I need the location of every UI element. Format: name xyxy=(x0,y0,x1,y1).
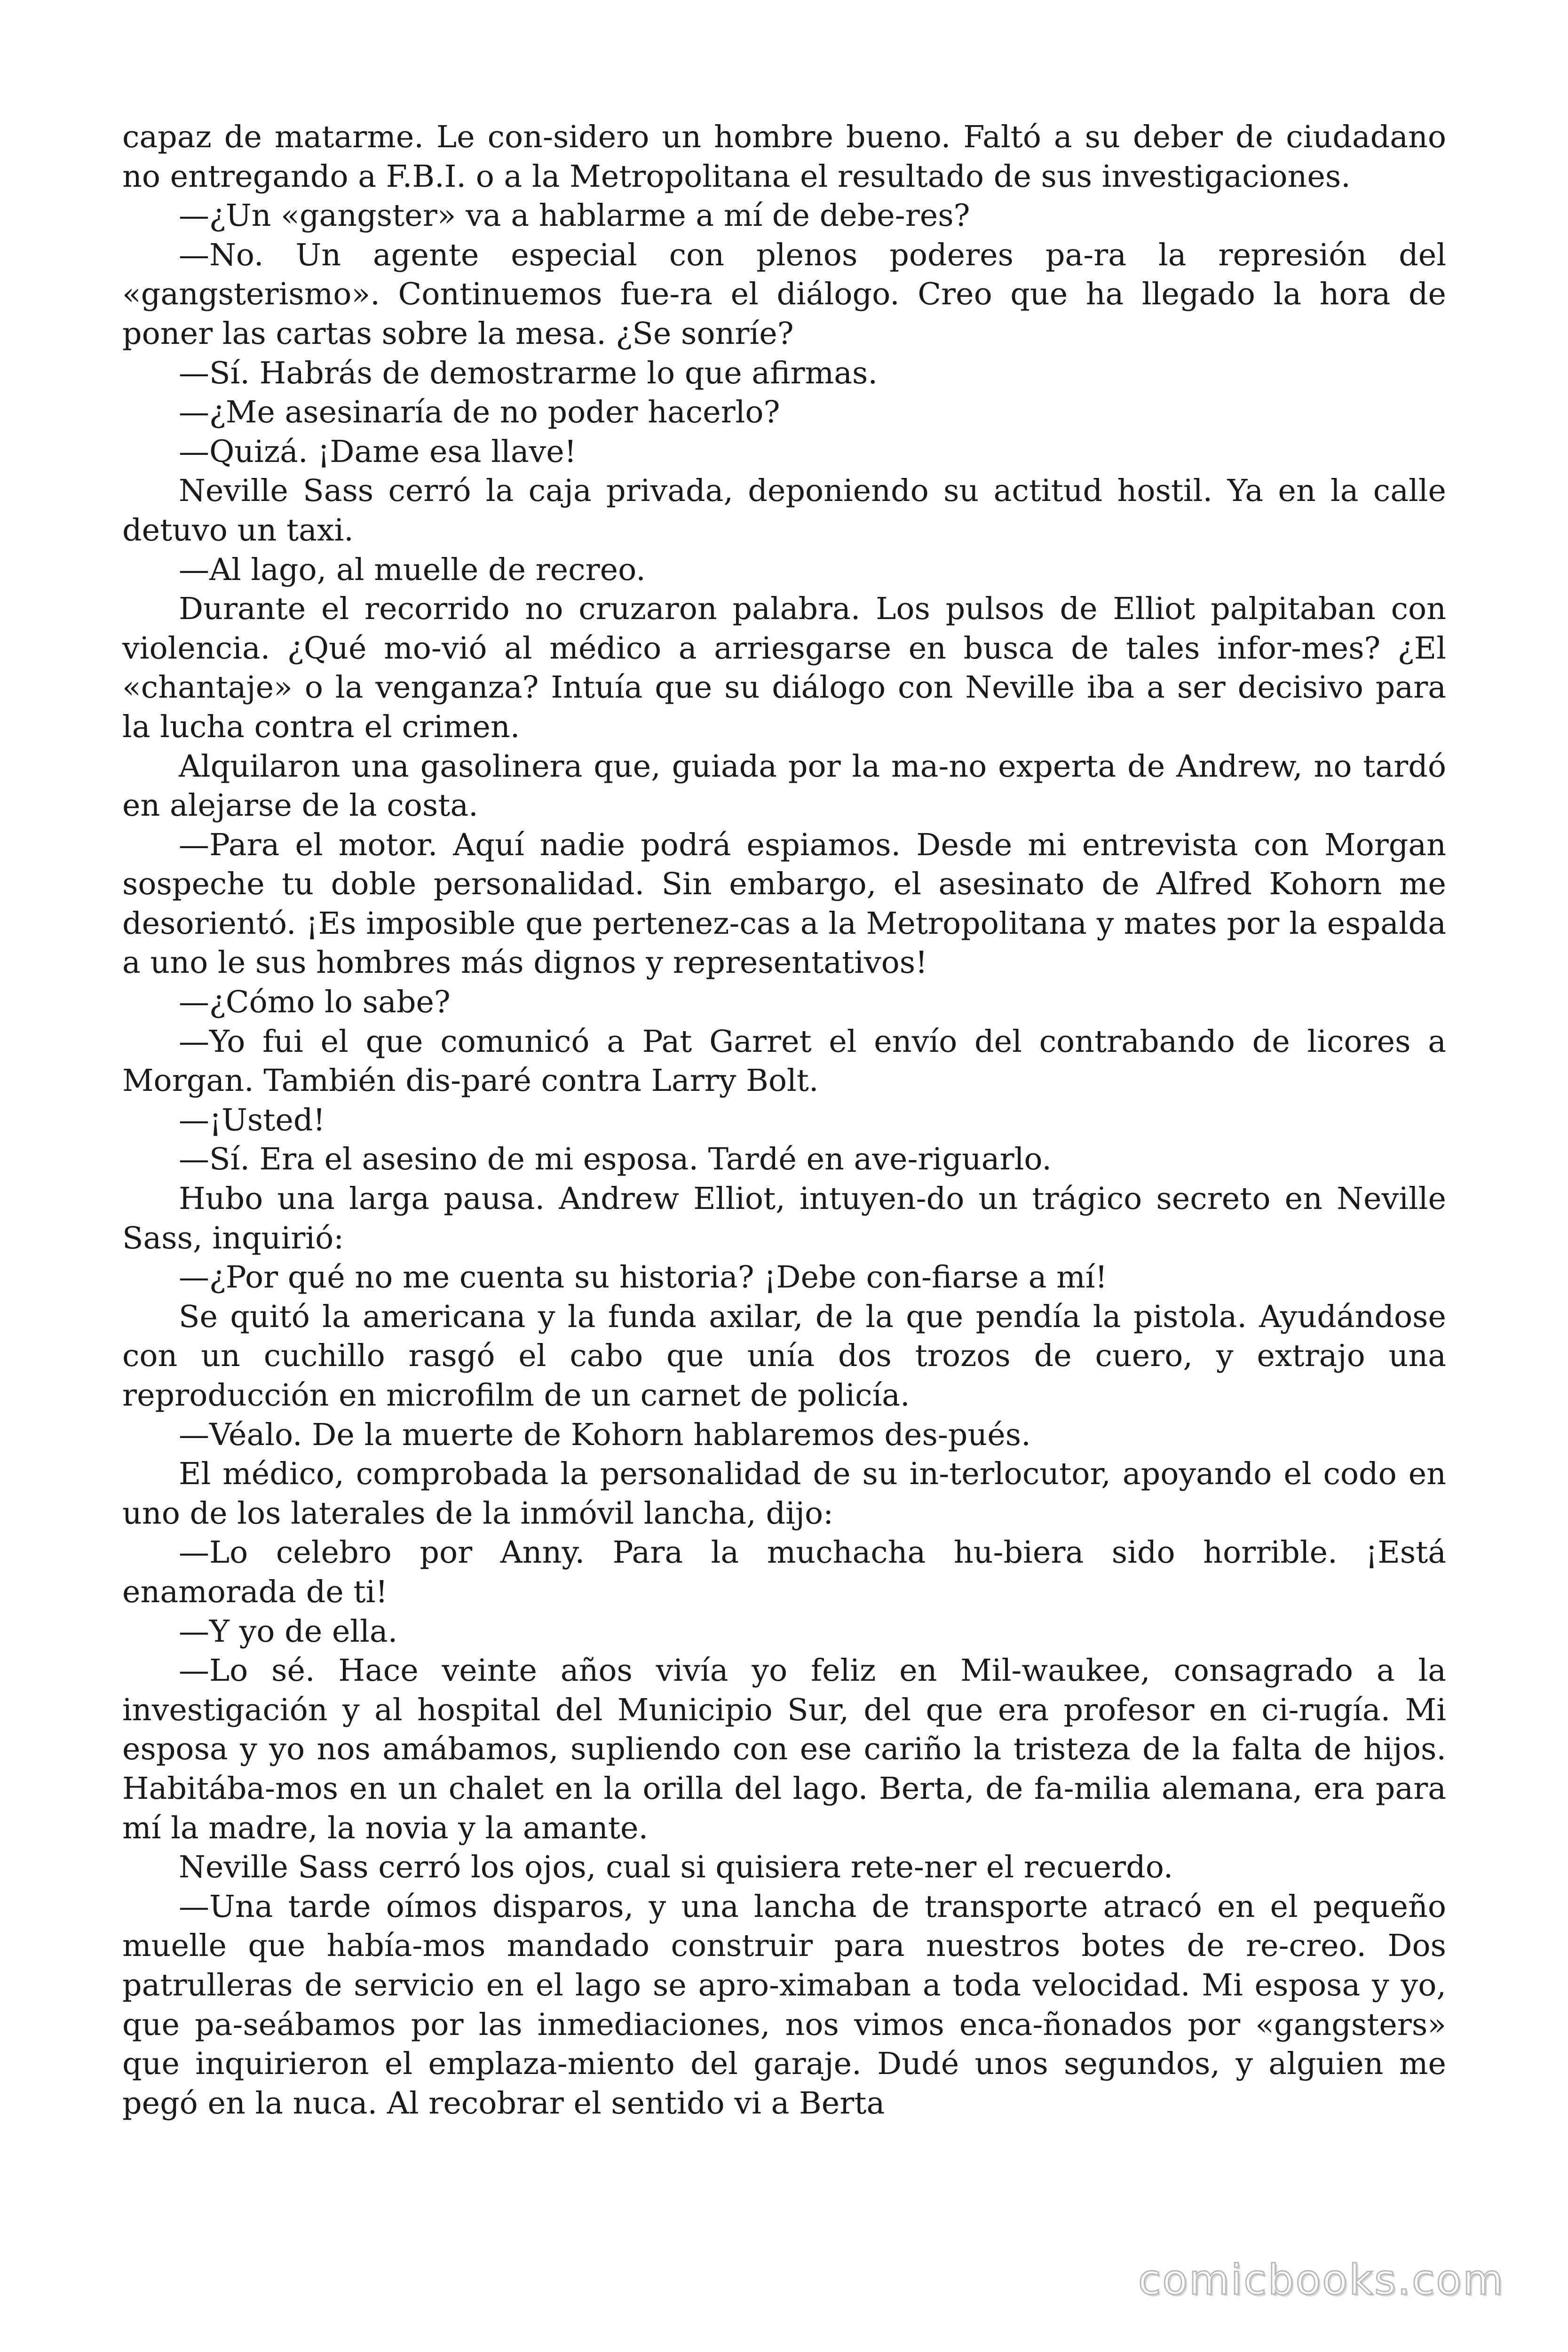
paragraph: —No. Un agente especial con plenos poderes pa-ra la represión del «gangsterismo». Continuemos fue-ra el diálogo. Creo que ha llegado la hora de poner las cartas sobre la mesa. ¿Se sonríe? xyxy=(122,237,1446,351)
paragraph: —Lo sé. Hace veinte años vivía yo feliz en Mil-waukee, consagrado a la investigación y al hospital del Municipio Sur, del que era profesor en ci-rugía. Mi esposa y yo nos amábamos, supliendo con ese cariño la tristeza de la falta de hijos. Habitába-mos en un chalet en la orilla del lago. Berta, de fa-milia alemana, era para mí la madre, la novia y la amante. xyxy=(122,1653,1446,1846)
document-body xyxy=(122,118,1446,2123)
paragraph: —Lo celebro por Anny. Para la muchacha hu-biera sido horrible. ¡Está enamorada de ti! xyxy=(122,1535,1446,1610)
paragraph: —¿Cómo lo sabe? xyxy=(179,985,451,1020)
paragraph: —¿Por qué no me cuenta su historia? ¡Debe con-fiarse a mí! xyxy=(179,1260,1108,1295)
paragraph: —Quizá. ¡Dame esa llave! xyxy=(179,434,577,469)
paragraph: —Sí. Habrás de demostrarme lo que afirmas. xyxy=(179,355,878,391)
paragraph: Neville Sass cerró la caja privada, deponiendo su actitud hostil. Ya en la calle detuvo un taxi. xyxy=(122,473,1446,548)
paragraph: —¡Usted! xyxy=(179,1102,325,1138)
paragraph: —Véalo. De la muerte de Kohorn hablaremos des-pués. xyxy=(179,1417,1031,1453)
paragraph: —Al lago, al muelle de recreo. xyxy=(179,552,646,588)
paragraph: —Sí. Era el asesino de mi esposa. Tardé en ave-riguarlo. xyxy=(179,1142,1052,1177)
paragraph: capaz de matarme. Le con-sidero un hombre bueno. Faltó a su deber de ciudadano no entregando a F.B.I. o a la Metropolitana el resultado de sus investigaciones. xyxy=(122,119,1446,194)
paragraph: El médico, comprobada la personalidad de su in-terlocutor, apoyando el codo en uno de los laterales de la inmóvil lancha, dijo: xyxy=(122,1456,1446,1531)
paragraph: Hubo una larga pausa. Andrew Elliot, intuyen-do un trágico secreto en Neville Sass, inquirió: xyxy=(122,1181,1446,1256)
paragraph: —¿Un «gangster» va a hablarme a mí de debe-res? xyxy=(179,198,970,234)
paragraph: —Y yo de ella. xyxy=(179,1613,398,1649)
paragraph: —¿Me asesinaría de no poder hacerlo? xyxy=(179,395,780,430)
watermark-logo: comicbooks.com xyxy=(1138,2256,1505,2304)
paragraph: Durante el recorrido no cruzaron palabra. Los pulsos de Elliot palpitaban con violencia. ¿Qué mo-vió al médico a arriesgarse en busca de tales infor-mes? ¿El «chantaje» o la venganza? Intuía que su diálogo con Neville iba a ser decisivo para la lucha contra el crimen. xyxy=(122,591,1446,745)
paragraph: —Una tarde oímos disparos, y una lancha de transporte atracó en el pequeño muelle que había-mos mandado construir para nuestros botes de re-creo. Dos patrulleras de servicio en el lago se apro-ximaban a toda velocidad. Mi esposa y yo, que pa-seábamos por las inmediaciones, nos vimos enca-ñonados por «gangsters» que inquirieron el emplaza-miento del garaje. Dudé unos segundos, y alguien me pegó en la nuca. Al recobrar el sentido vi a Berta xyxy=(122,1889,1446,2121)
paragraph: Neville Sass cerró los ojos, cual si quisiera rete-ner el recuerdo. xyxy=(179,1850,1173,1885)
paragraph: Alquilaron una gasolinera que, guiada por la ma-no experta de Andrew, no tardó en alejarse de la costa. xyxy=(122,748,1446,824)
paragraph: Se quitó la americana y la funda axilar, de la que pendía la pistola. Ayudándose con un cuchillo rasgó el cabo que unía dos trozos de cuero, y extrajo una reproducción en microfilm de un carnet de policía. xyxy=(122,1299,1446,1413)
paragraph: —Yo fui el que comunicó a Pat Garret el envío del contrabando de licores a Morgan. También dis-paré contra Larry Bolt. xyxy=(122,1024,1446,1099)
paragraph: —Para el motor. Aquí nadie podrá espiamos. Desde mi entrevista con Morgan sospeche tu doble personalidad. Sin embargo, el asesinato de Alfred Kohorn me desorientó. ¡Es imposible que pertenez-cas a la Metropolitana y mates por la espalda a uno le sus hombres más dignos y representativos! xyxy=(122,827,1446,981)
